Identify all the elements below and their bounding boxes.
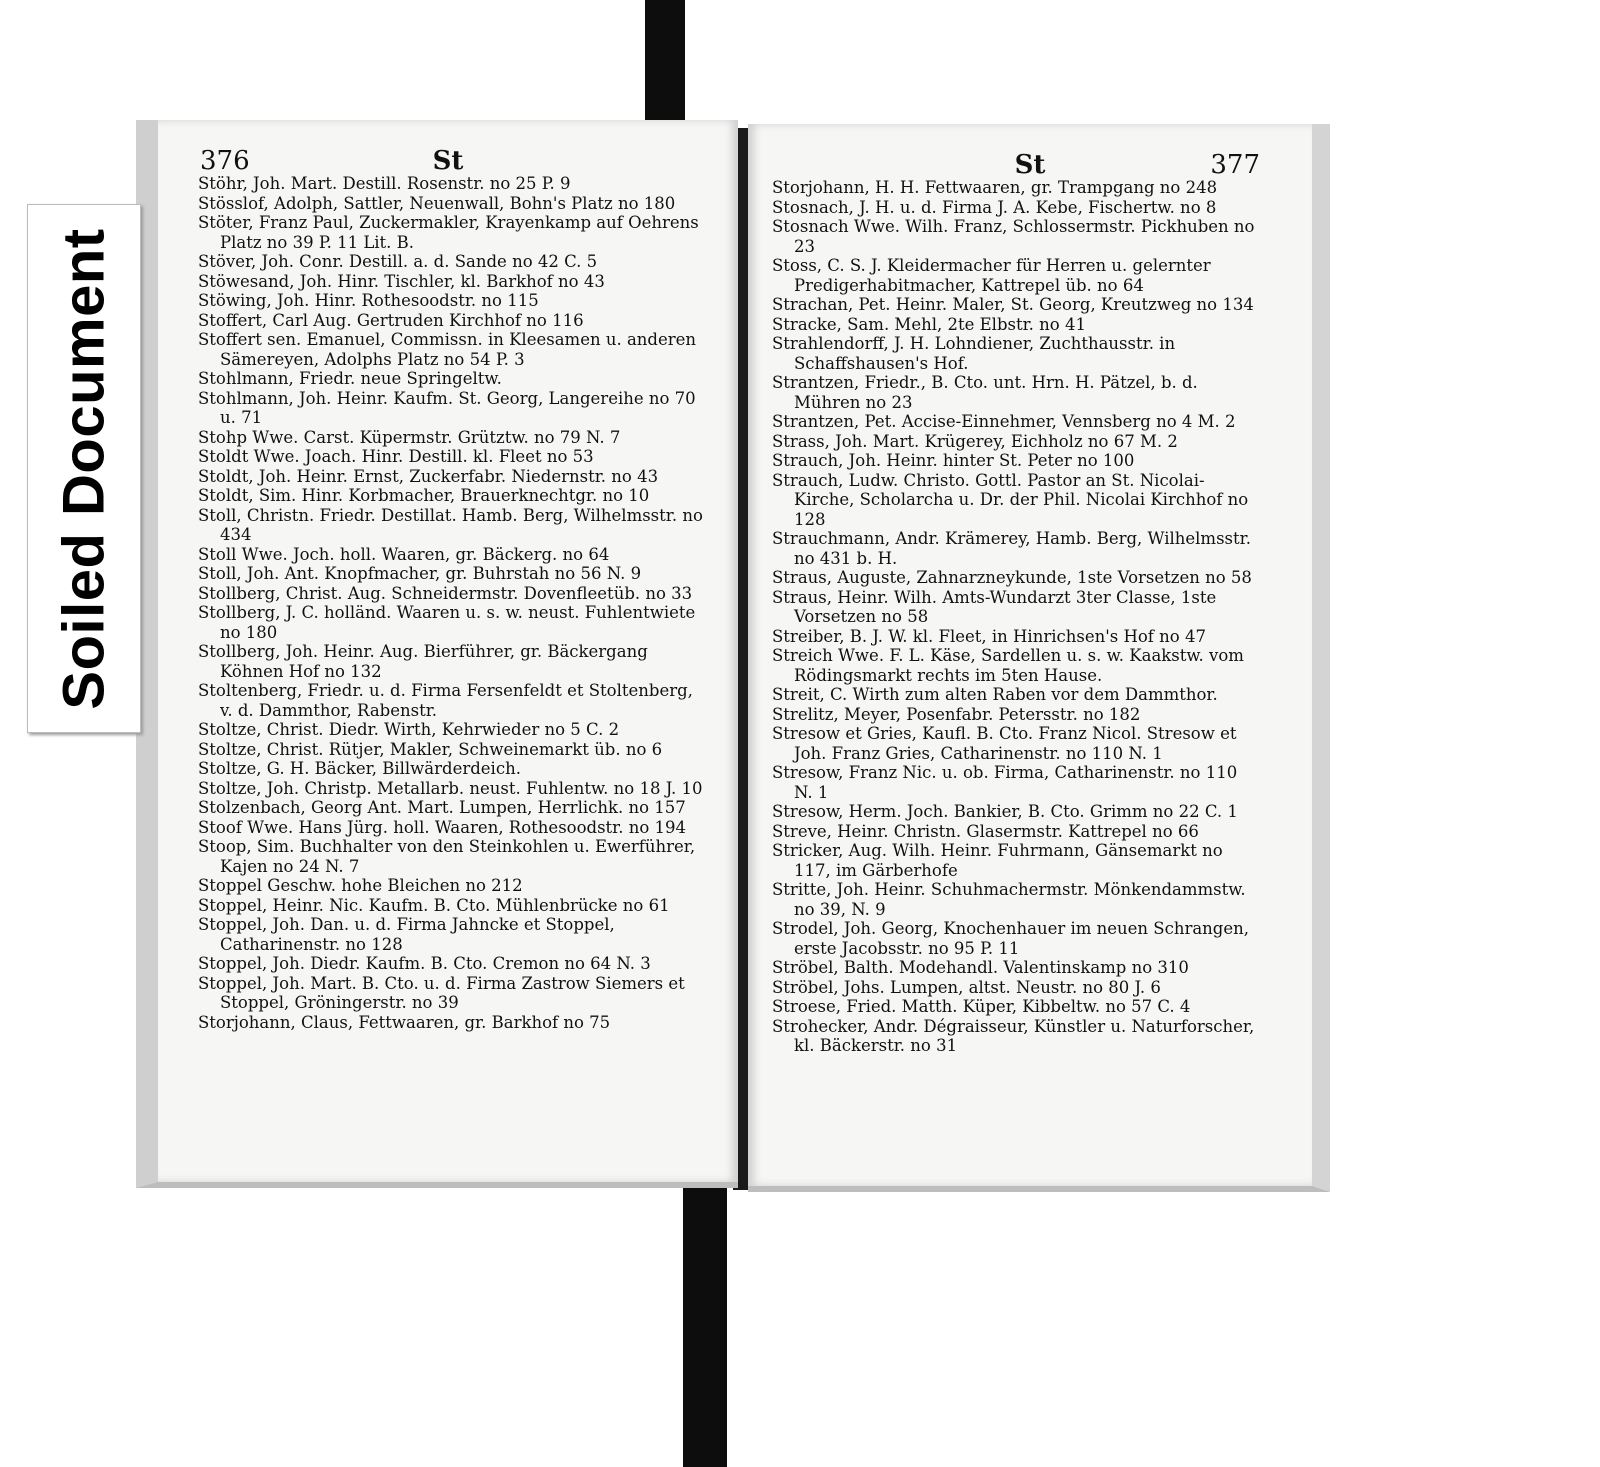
directory-entry: Stolzenbach, Georg Ant. Mart. Lumpen, Herrlichk. no 157	[198, 798, 686, 817]
directory-entry: Straus, Heinr. Wilh. Amts-Wundarzt 3ter Classe, 1ste Vorsetzen no 58	[772, 587, 1217, 626]
soiled-document-label	[27, 204, 141, 733]
directory-entry: Stöwesand, Joh. Hinr. Tischler, kl. Barkhof no 43	[198, 271, 605, 291]
left-page	[136, 120, 738, 1188]
book-cradle-strap-top	[645, 0, 685, 130]
directory-entry: Strohecker, Andr. Dégraisseur, Künstler u. Naturforscher, kl. Bäckerstr. no 31	[772, 1016, 1255, 1055]
directory-entry: Stohlmann, Joh. Heinr. Kaufm. St. Georg, Langereihe no 70 u. 71	[198, 388, 696, 427]
directory-entry: Stoop, Sim. Buchhalter von den Steinkohlen u. Ewerführer, Kajen no 24 N. 7	[198, 837, 696, 876]
directory-entry: Stöwing, Joh. Hinr. Rothesoodstr. no 115	[198, 291, 539, 310]
directory-entry: Stoppel, Heinr. Nic. Kaufm. B. Cto. Mühlenbrücke no 61	[198, 895, 670, 915]
directory-entry: Stoffert sen. Emanuel, Commissn. in Kleesamen u. anderen Sämereyen, Adolphs Platz no 54 P. 3	[198, 330, 697, 369]
directory-entry: Strantzen, Friedr., B. Cto. unt. Hrn. H. Pätzel, b. d. Mühren no 23	[772, 373, 1198, 412]
directory-entry: Stohlmann, Friedr. neue Springeltw.	[198, 369, 502, 388]
directory-entry: Stösslof, Adolph, Sattler, Neuenwall, Bohn's Platz no 180	[198, 193, 676, 213]
running-head: St	[432, 146, 464, 176]
directory-entry: Stöter, Franz Paul, Zuckermakler, Krayenkamp auf Oehrens Platz no 39 P. 11 Lit. B.	[198, 213, 699, 252]
directory-entry: Straus, Auguste, Zahnarzneykunde, 1ste Vorsetzen no 58	[772, 568, 1252, 587]
directory-entry: Strodel, Joh. Georg, Knochenhauer im neuen Schrangen, erste Jacobsstr. no 95 P. 11	[772, 919, 1250, 958]
right-page-header	[748, 124, 1312, 178]
directory-entry: Strauch, Joh. Heinr. hinter St. Peter no 100	[772, 451, 1135, 470]
directory-entry: Stollberg, J. C. holländ. Waaren u. s. w. neust. Fuhlentwiete no 180	[198, 603, 696, 642]
running-head: St	[1014, 150, 1046, 180]
directory-entry: Stöhr, Joh. Mart. Destill. Rosenstr. no 25 P. 9	[198, 174, 571, 193]
directory-entry: Streve, Heinr. Christn. Glasermstr. Kattrepel no 66	[772, 821, 1199, 841]
directory-entry: Ströbel, Balth. Modehandl. Valentinskamp no 310	[772, 958, 1189, 977]
directory-entry: Stroese, Fried. Matth. Küper, Kibbeltw. no 57 C. 4	[772, 997, 1191, 1016]
page-number: 376	[200, 146, 250, 176]
directory-entry: Stohp Wwe. Carst. Küpermstr. Grütztw. no 79 N. 7	[198, 427, 621, 447]
directory-entry: Stresow, Herm. Joch. Bankier, B. Cto. Grimm no 22 C. 1	[772, 802, 1238, 821]
directory-entry: Stoppel, Joh. Diedr. Kaufm. B. Cto. Cremon no 64 N. 3	[198, 954, 651, 973]
directory-entry: Strass, Joh. Mart. Krügerey, Eichholz no 67 M. 2	[772, 431, 1178, 451]
directory-entry: Stresow, Franz Nic. u. ob. Firma, Catharinenstr. no 110 N. 1	[772, 763, 1238, 802]
directory-entry: Stoffert, Carl Aug. Gertruden Kirchhof no 116	[198, 310, 584, 330]
page-number: 377	[1210, 150, 1260, 180]
directory-entry: Stosnach Wwe. Wilh. Franz, Schlossermstr. Pickhuben no 23	[772, 217, 1255, 256]
directory-entry: Streiber, B. J. W. kl. Fleet, in Hinrichsen's Hof no 47	[772, 626, 1206, 646]
directory-entry: Stollberg, Christ. Aug. Schneidermstr. Dovenfleetüb. no 33	[198, 583, 693, 603]
directory-entry: Stoltze, G. H. Bäcker, Billwärderdeich.	[198, 759, 521, 778]
directory-entry: Stoppel, Joh. Dan. u. d. Firma Jahncke et Stoppel, Catharinenstr. no 128	[198, 915, 615, 954]
directory-entry: Stoppel, Joh. Mart. B. Cto. u. d. Firma Zastrow Siemers et Stoppel, Gröningerstr. no 39	[198, 973, 685, 1012]
directory-entry: Stoll Wwe. Joch. holl. Waaren, gr. Bäckerg. no 64	[198, 544, 610, 564]
directory-entry: Stresow et Gries, Kaufl. B. Cto. Franz Nicol. Stresow et Joh. Franz Gries, Catharinenstr. no 110 N. 1	[772, 724, 1237, 763]
directory-entry: Stöver, Joh. Conr. Destill. a. d. Sande no 42 C. 5	[198, 252, 598, 271]
directory-entry: Strauch, Ludw. Christo. Gottl. Pastor an St. Nicolai-Kirche, Scholarcha u. Dr. der Phil. Nicolai Kirchhof no 128	[772, 470, 1249, 529]
directory-entry: Stoll, Christn. Friedr. Destillat. Hamb. Berg, Wilhelmsstr. no 434	[198, 505, 703, 544]
directory-entry: Stoll, Joh. Ant. Knopfmacher, gr. Buhrstah no 56 N. 9	[198, 564, 642, 583]
directory-entries	[748, 178, 1312, 1056]
directory-entry: Stoltze, Joh. Christp. Metallarb. neust. Fuhlentw. no 18 J. 10	[198, 778, 703, 798]
directory-entry: Stoltze, Christ. Diedr. Wirth, Kehrwieder no 5 C. 2	[198, 720, 620, 739]
directory-entry: Strelitz, Meyer, Posenfabr. Petersstr. no 182	[772, 704, 1141, 724]
label-text: Soiled Document	[51, 227, 117, 710]
directory-entry: Streit, C. Wirth zum alten Raben vor dem Dammthor.	[772, 685, 1218, 704]
book-cradle-strap-bottom	[683, 1185, 727, 1467]
directory-entry: Stoof Wwe. Hans Jürg. holl. Waaren, Rothesoodstr. no 194	[198, 817, 687, 837]
directory-entry: Strauchmann, Andr. Krämerey, Hamb. Berg, Wilhelmsstr. no 431 b. H.	[772, 529, 1251, 568]
directory-entry: Stoldt, Joh. Heinr. Ernst, Zuckerfabr. Niedernstr. no 43	[198, 466, 659, 486]
directory-entry: Stoltze, Christ. Rütjer, Makler, Schweinemarkt üb. no 6	[198, 739, 663, 759]
right-page	[748, 124, 1330, 1192]
directory-entry: Strachan, Pet. Heinr. Maler, St. Georg, Kreutzweg no 134	[772, 295, 1254, 314]
directory-entry: Stollberg, Joh. Heinr. Aug. Bierführer, gr. Bäckergang Köhnen Hof no 132	[198, 642, 648, 681]
directory-entry: Strantzen, Pet. Accise-Einnehmer, Vennsberg no 4 M. 2	[772, 412, 1236, 431]
directory-entry: Stritte, Joh. Heinr. Schuhmachermstr. Mönkendammstw. no 39, N. 9	[772, 880, 1246, 919]
directory-entry: Strahlendorff, J. H. Lohndiener, Zuchthausstr. in Schaffshausen's Hof.	[772, 334, 1176, 373]
directory-entry: Stosnach, J. H. u. d. Firma J. A. Kebe, Fischertw. no 8	[772, 197, 1217, 217]
directory-entry: Stricker, Aug. Wilh. Heinr. Fuhrmann, Gänsemarkt no 117, im Gärberhofe	[772, 841, 1223, 880]
directory-entry: Ströbel, Johs. Lumpen, altst. Neustr. no 80 J. 6	[772, 977, 1161, 997]
directory-entries	[158, 174, 738, 1032]
directory-entry: Streich Wwe. F. L. Käse, Sardellen u. s. w. Kaakstw. vom Rödingsmarkt rechts im 5ten Hause.	[772, 646, 1244, 685]
directory-entry: Stoldt Wwe. Joach. Hinr. Destill. kl. Fleet no 53	[198, 447, 594, 466]
directory-entry: Stoldt, Sim. Hinr. Korbmacher, Brauerknechtgr. no 10	[198, 486, 650, 505]
directory-entry: Stoltenberg, Friedr. u. d. Firma Fersenfeldt et Stoltenberg, v. d. Dammthor, Rabenstr.	[198, 681, 693, 720]
directory-entry: Stoppel Geschw. hohe Bleichen no 212	[198, 876, 523, 895]
directory-entry: Storjohann, H. H. Fettwaaren, gr. Trampgang no 248	[772, 178, 1218, 197]
directory-entry: Storjohann, Claus, Fettwaaren, gr. Barkhof no 75	[198, 1012, 611, 1032]
directory-entry: Stoss, C. S. J. Kleidermacher für Herren u. gelernter Predigerhabitmacher, Kattrepel üb. no 64	[772, 256, 1211, 295]
directory-entry: Stracke, Sam. Mehl, 2te Elbstr. no 41	[772, 314, 1086, 334]
left-page-header	[158, 120, 738, 174]
